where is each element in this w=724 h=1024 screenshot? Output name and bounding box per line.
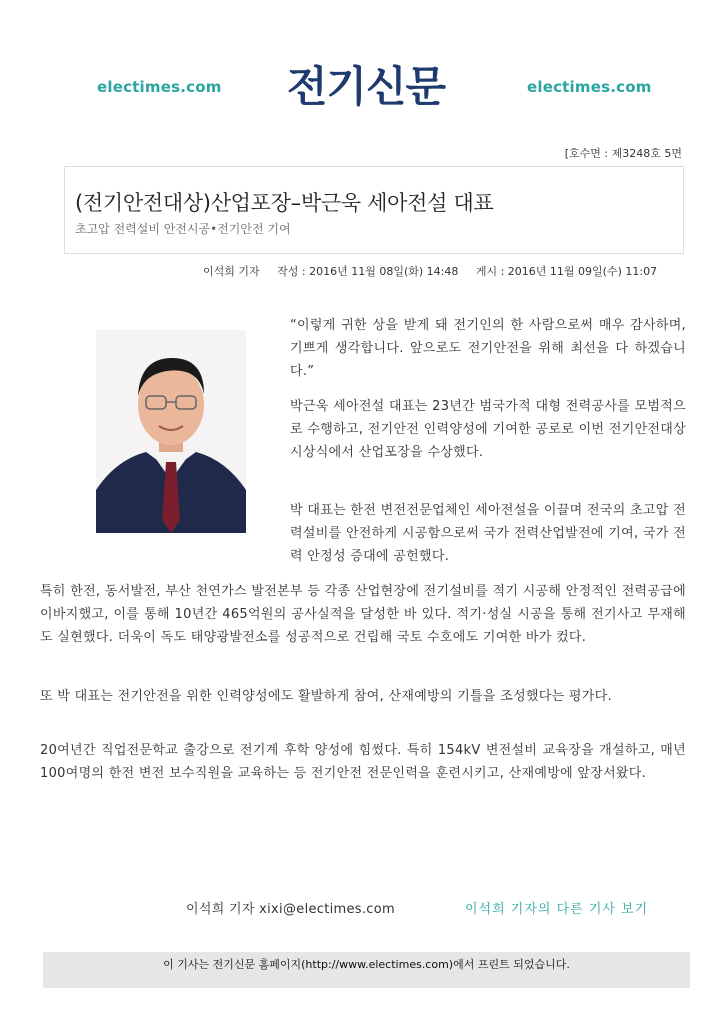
newspaper-logo[interactable]: 전기신문 [286, 62, 446, 111]
site-link-left[interactable]: electimes.com [97, 78, 222, 96]
article-headline: (전기안전대상)산업포장–박근욱 세아전설 대표 [75, 191, 494, 215]
article-title-box [64, 166, 684, 254]
site-link-right[interactable]: electimes.com [527, 78, 652, 96]
article-paragraph: 특히 한전, 동서발전, 부산 천연가스 발전본부 등 각종 산업현장에 전기설비를 적기 시공해 안정적인 전력공급에 이바지했고, 이를 통해 10년간 465억원의 공사실적을 달성한 바 있다. 적기·성실 시공을 통해 전기사고 무재해도 실현했다. 더욱이 독도 태양광발전소를 성공적으로 건립해 국토 수호에도 기여한 바가 컸다. [40, 584, 686, 645]
article-meta [203, 263, 671, 279]
article-paragraph: “이렇게 귀한 상을 받게 돼 전기인의 한 사람으로써 매우 감사하며, 기쁘게 생각합니다. 앞으로도 전기안전을 위해 최선을 다 하겠습니다.” [290, 318, 686, 379]
byline-author-email: 이석희 기자 xixi@electimes.com [186, 902, 395, 917]
article-paragraph: 박근욱 세아전설 대표는 23년간 범국가적 대형 전력공사를 모범적으로 수행하고, 전기안전 인력양성에 기여한 공로로 이번 전기안전대상 시상식에서 산업포장을 수상했다. [290, 399, 686, 460]
article-paragraph: 또 박 대표는 전기안전을 위한 인력양성에도 활발하게 참여, 산재예방의 기틀을 조성했다는 평가다. [40, 689, 612, 704]
print-footer [43, 952, 690, 988]
article-paragraph: 박 대표는 한전 변전전문업체인 세아전설을 이끌며 전국의 초고압 전력설비를 안전하게 시공함으로써 국가 전력산업발전에 기여, 국가 전력 안정성 증대에 공헌했다. [290, 503, 686, 564]
print-notice: 이 기사는 전기신문 홈페이지(http://www.electimes.com)에서 프린트 되었습니다. [163, 958, 570, 971]
written-date: 작성 : 2016년 11월 08일(화) 14:48 [277, 265, 459, 278]
more-articles-link[interactable]: 이석희 기자의 다른 기사 보기 [465, 902, 649, 917]
article-subhead: 초고압 전력설비 안전시공•전기안전 기여 [75, 222, 291, 236]
article-paragraph: 20여년간 직업전문학교 출강으로 전기계 후학 양성에 힘썼다. 특히 154kV 변전설비 교육장을 개설하고, 매년 100여명의 한전 변전 보수직원을 교육하는 등 전기안전 전문인력을 훈련시키고, 산재예방에 앞장서왔다. [40, 743, 686, 781]
author-name: 이석희 기자 [203, 265, 260, 278]
published-date: 게시 : 2016년 11월 09일(수) 11:07 [475, 265, 658, 278]
issue-info: [호수면 : 제3248호 5면 [564, 147, 682, 160]
portrait-photo [96, 330, 246, 533]
